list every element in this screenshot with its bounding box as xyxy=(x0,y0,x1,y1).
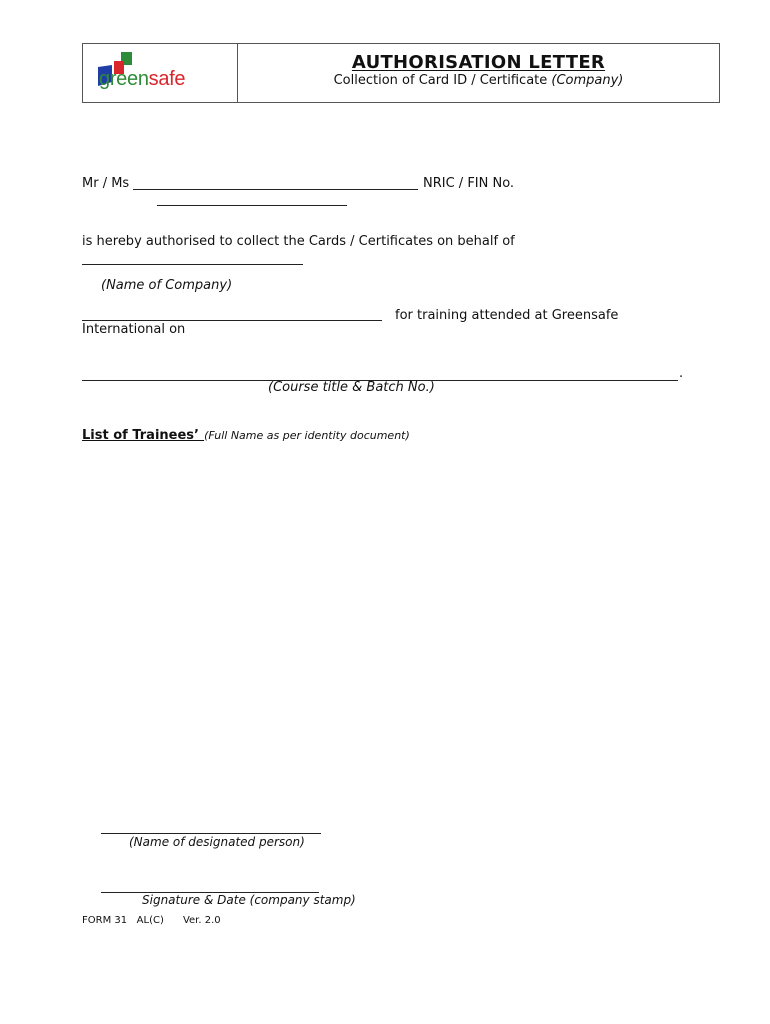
signature-label: Signature & Date (company stamp) xyxy=(142,893,356,907)
course-period: . xyxy=(679,366,684,381)
header-box xyxy=(82,43,720,103)
footer-code: AL(C) xyxy=(136,915,164,926)
footer xyxy=(82,915,221,926)
subtitle-italic: (Company) xyxy=(551,73,624,88)
training-text: for training attended at Greensafe xyxy=(395,308,619,323)
authorised-text: is hereby authorised to collect the Cards / Certificates on behalf of xyxy=(82,234,515,249)
designated-label: (Name of designated person) xyxy=(129,835,305,849)
page-subtitle xyxy=(238,73,719,88)
nric-blank[interactable] xyxy=(157,205,347,206)
trainees-heading-line xyxy=(82,424,410,443)
mr-ms-label: Mr / Ms xyxy=(82,176,130,191)
footer-version: Ver. 2.0 xyxy=(182,915,221,926)
company-label: (Name of Company) xyxy=(101,278,233,293)
footer-form-no: FORM 31 xyxy=(82,915,128,926)
logo-cell xyxy=(83,44,238,102)
logo-green-part: green xyxy=(99,68,149,90)
subtitle-main: Collection of Card ID / Certificate xyxy=(333,73,552,88)
designated-blank[interactable] xyxy=(101,833,321,834)
title-cell xyxy=(238,44,719,102)
name-blank[interactable] xyxy=(133,189,418,190)
international-on: International on xyxy=(82,322,186,337)
company-blank-2[interactable] xyxy=(82,320,382,321)
course-label: (Course title & Batch No.) xyxy=(268,380,435,395)
trainees-heading: List of Trainees’ xyxy=(82,428,199,443)
logo-red-part: safe xyxy=(148,68,186,90)
page-title: AUTHORISATION LETTER xyxy=(351,52,606,73)
company-blank-1[interactable] xyxy=(82,264,303,265)
nric-label: NRIC / FIN No. xyxy=(423,176,515,191)
trainees-note: (Full Name as per identity document) xyxy=(204,429,410,442)
logo-text xyxy=(99,68,185,91)
